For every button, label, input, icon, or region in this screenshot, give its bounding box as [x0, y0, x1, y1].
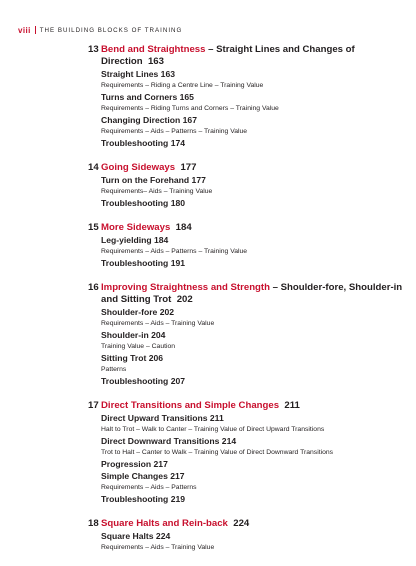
- chapter-title: Improving Straightness and Strength: [101, 282, 270, 293]
- toc-section-entry[interactable]: Troubleshooting 180: [101, 198, 186, 208]
- toc-section-entry[interactable]: Troubleshooting 191: [101, 258, 186, 268]
- toc-chapter: [88, 222, 408, 269]
- chapter-page-number: 163: [147, 56, 164, 67]
- toc-subtopics: Requirements– Aids – Training Value: [101, 188, 213, 195]
- toc-section-entry[interactable]: Shoulder-fore 202: [101, 307, 175, 317]
- chapter-heading[interactable]: [88, 222, 408, 234]
- header-divider: [35, 26, 36, 34]
- toc-section-entry[interactable]: Direct Downward Transitions 214: [101, 436, 237, 446]
- chapter-title: Direct Transitions and Simple Changes: [101, 400, 280, 411]
- chapter-heading[interactable]: [88, 518, 408, 530]
- toc-section-entry[interactable]: Sitting Trot 206: [101, 353, 164, 363]
- toc-section-entry[interactable]: Square Halts 224: [101, 531, 171, 541]
- toc-chapter: [88, 518, 408, 553]
- chapter-number: 14: [88, 162, 99, 173]
- toc-subtopics: Requirements – Riding a Centre Line – Training Value: [101, 82, 264, 89]
- chapter-title: Bend and Straightness: [101, 44, 206, 55]
- toc-subtopics: Halt to Trot – Walk to Canter – Training Value of Direct Upward Transitions: [101, 426, 325, 433]
- toc-section-entry[interactable]: Turn on the Forehand 177: [101, 175, 206, 185]
- toc-subtopics: Patterns: [101, 366, 127, 373]
- toc-section-entry[interactable]: Straight Lines 163: [101, 69, 176, 79]
- toc-subtopics: Requirements – Aids – Training Value: [101, 544, 215, 551]
- toc-section-entry[interactable]: Progression 217: [101, 459, 168, 469]
- chapter-page-number: 224: [233, 518, 250, 529]
- chapter-heading[interactable]: [88, 44, 408, 68]
- toc-subtopics: Requirements – Aids – Patterns: [101, 484, 197, 491]
- book-title: THE BUILDING BLOCKS OF TRAINING: [39, 26, 183, 34]
- chapter-heading[interactable]: [88, 282, 408, 306]
- chapter-title: Going Sideways: [101, 162, 176, 173]
- chapter-heading[interactable]: [88, 162, 408, 174]
- toc-section-entry[interactable]: Leg-yielding 184: [101, 235, 169, 245]
- chapter-title: Square Halts and Rein-back: [101, 518, 228, 529]
- toc-chapter: [88, 400, 408, 505]
- running-header: [18, 24, 182, 36]
- toc-chapter: [88, 162, 408, 209]
- chapter-title: More Sideways: [101, 222, 171, 233]
- toc-section-entry[interactable]: Troubleshooting 219: [101, 494, 186, 504]
- toc-subtopics: Trot to Halt – Canter to Walk – Training Value of Direct Downward Transitions: [101, 449, 334, 456]
- toc-section-entry[interactable]: Simple Changes 217: [101, 471, 185, 481]
- chapter-page-number: 211: [284, 400, 300, 411]
- table-of-contents: [88, 44, 408, 566]
- chapter-page-number: 202: [176, 294, 193, 305]
- toc-subtopics: Requirements – Riding Turns and Corners – Training Value: [101, 105, 279, 112]
- chapter-subtitle: – Straight Lines and Changes of Direction: [101, 44, 355, 67]
- toc-subtopics: Requirements – Aids – Patterns – Training Value: [101, 248, 248, 255]
- toc-chapter: [88, 282, 408, 387]
- chapter-number: 18: [88, 518, 99, 529]
- toc-section-entry[interactable]: Troubleshooting 174: [101, 138, 186, 148]
- toc-subtopics: Requirements – Aids – Training Value: [101, 320, 215, 327]
- chapter-number: 17: [88, 400, 99, 411]
- chapter-number: 13: [88, 44, 99, 55]
- toc-subtopics: Requirements – Aids – Patterns – Training Value: [101, 128, 248, 135]
- toc-section-entry[interactable]: Turns and Corners 165: [101, 92, 194, 102]
- chapter-heading[interactable]: [88, 400, 408, 412]
- toc-subtopics: Training Value – Caution: [101, 343, 176, 350]
- toc-section-entry[interactable]: Changing Direction 167: [101, 115, 197, 125]
- toc-section-entry[interactable]: Shoulder-in 204: [101, 330, 166, 340]
- chapter-page-number: 184: [175, 222, 192, 233]
- toc-section-entry[interactable]: Direct Upward Transitions 211: [101, 413, 224, 423]
- page-number: viii: [18, 25, 31, 35]
- chapter-number: 15: [88, 222, 99, 233]
- chapter-page-number: 177: [180, 162, 197, 173]
- chapter-number: 16: [88, 282, 99, 293]
- chapter-subtitle: – Shoulder-fore, Shoulder-in and Sitting Trot: [101, 282, 403, 305]
- toc-section-entry[interactable]: Troubleshooting 207: [101, 376, 186, 386]
- toc-chapter: [88, 44, 408, 149]
